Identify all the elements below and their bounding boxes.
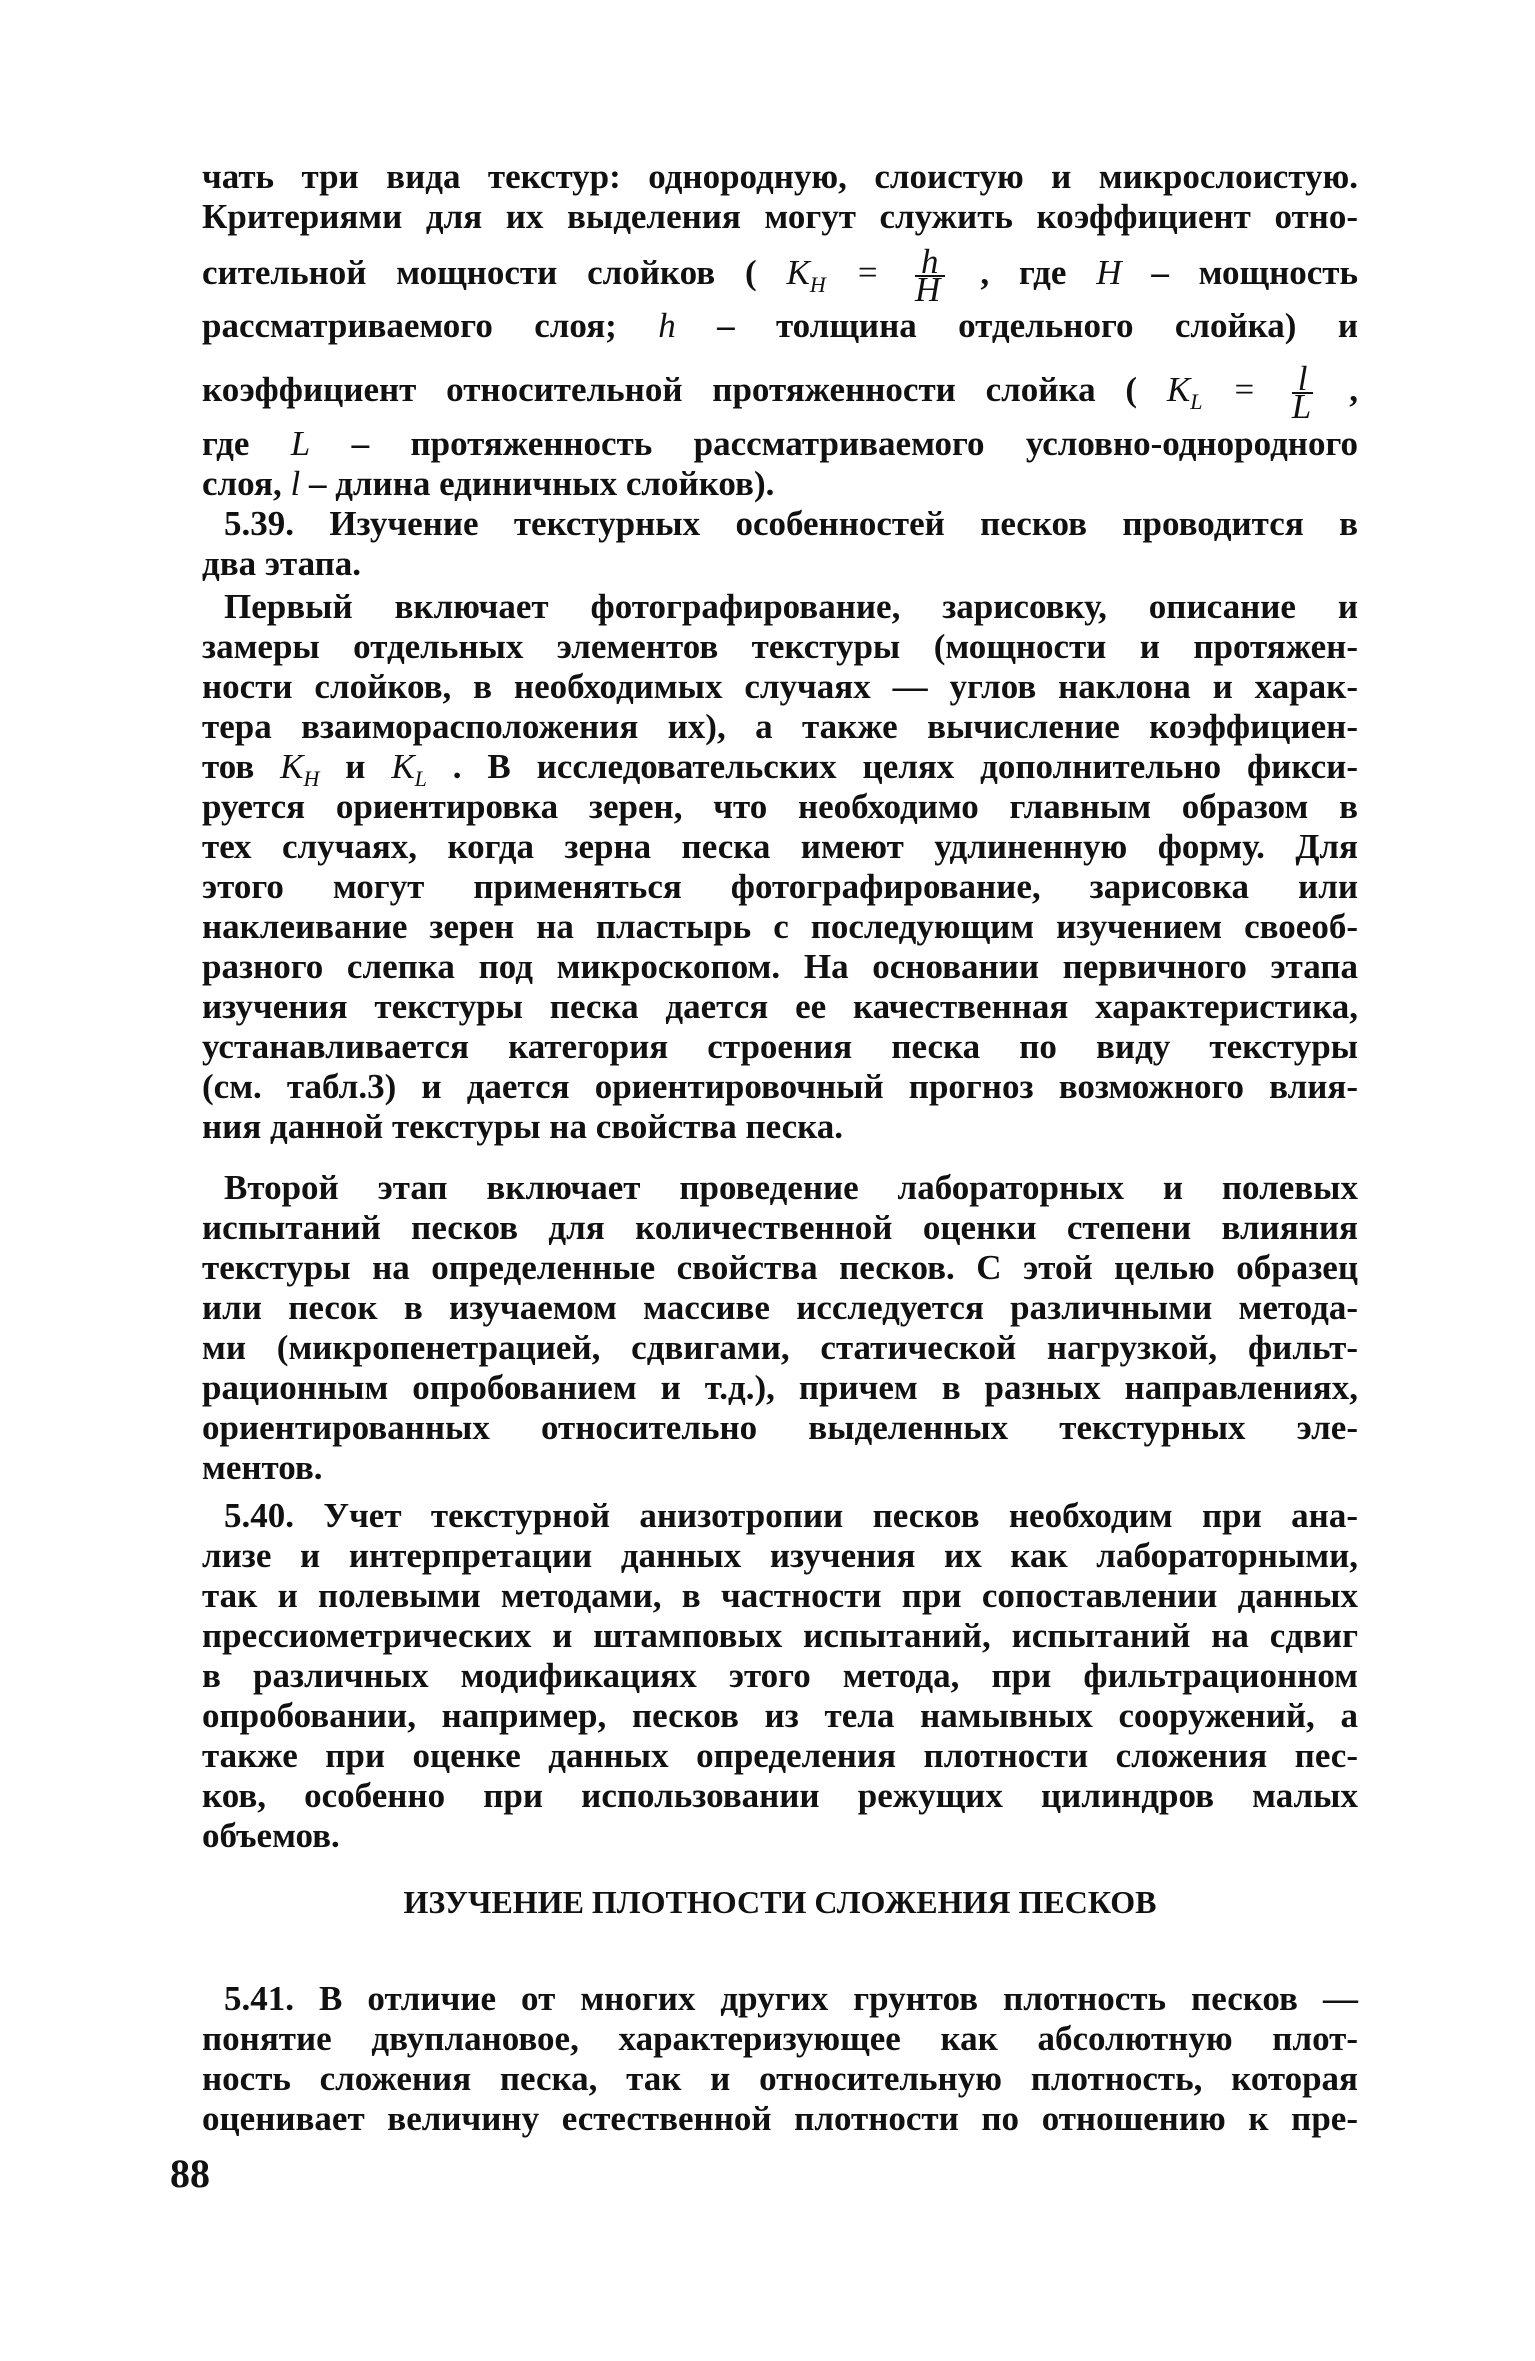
paragraph-5-40 xyxy=(202,1496,1358,1856)
text-line: Первый включает фотографирование, зарисовку, описание и xyxy=(224,587,1358,626)
text-line: понятие двуплановое, характеризующее как абсолютную плот- xyxy=(202,2019,1358,2058)
equals-sign: = xyxy=(1232,370,1256,410)
text-segment: рассматриваемого слоя; xyxy=(202,306,617,345)
paragraph-second-stage xyxy=(202,1168,1358,1488)
text-line: ориентированных относительно выделенных текстурных эле- xyxy=(202,1408,1358,1447)
text-line: тера взаиморасположения их), а также вычисление коэффициен- xyxy=(202,707,1358,746)
text-line: так и полевыми методами, в частности при сопоставлении данных xyxy=(202,1576,1358,1615)
text-segment: , где xyxy=(980,253,1067,293)
text-line: ности слойков, в необходимых случаях — углов наклона и харак- xyxy=(202,667,1358,706)
text-line: Второй этап включает проведение лабораторных и полевых xyxy=(224,1168,1358,1207)
fraction-h-over-H: $\frac{h}{H}$ xyxy=(915,249,945,303)
text-line: 5.41. В отличие от многих других грунтов плотность песков — xyxy=(224,1979,1358,2018)
text-line: этого могут применяться фотографирование, зарисовка или xyxy=(202,867,1358,906)
kh-symbol: $K_Н$ xyxy=(280,747,320,791)
text-line: прессиометрических и штамповых испытаний, испытаний на сдвиг xyxy=(202,1616,1358,1655)
text-segment: – толщина отдельного слойка) и xyxy=(717,306,1359,345)
text-line: ков, особенно при использовании режущих цилиндров малых xyxy=(202,1776,1358,1815)
paragraph-5-41 xyxy=(202,1979,1358,2139)
text-line: 5.40. Учет текстурной анизотропии песков необходим при ана- xyxy=(224,1496,1358,1535)
text-segment: где xyxy=(202,424,250,463)
page-number: 88 xyxy=(170,2151,210,2196)
page-body xyxy=(202,157,1358,2139)
equals-sign: = xyxy=(855,253,880,293)
paragraph-5-39 xyxy=(202,504,1358,584)
text-line-formula-kl xyxy=(202,359,1359,426)
text-line: также при оценке данных определения плотности сложения пес- xyxy=(202,1736,1358,1775)
text-line: устанавливается категория строения песка по виду текстуры xyxy=(202,1027,1358,1066)
symbol-l: l xyxy=(290,464,301,503)
text-line: ми (микропенетрацией, сдвигами, статической нагрузкой, фильт- xyxy=(202,1328,1358,1367)
paragraph-first-stage xyxy=(202,587,1358,1147)
text-line: (см. табл.3) и дается ориентировочный прогноз возможного влия- xyxy=(202,1067,1358,1106)
text-segment: тов xyxy=(202,747,255,786)
symbol-h: h xyxy=(658,306,676,345)
text-line: изучения текстуры песка дается ее качественная характеристика, xyxy=(202,987,1358,1026)
text-segment: , xyxy=(1349,370,1359,410)
text-line: наклеивание зерен на пластырь с последующим изучением своеоб- xyxy=(202,907,1358,946)
symbol-L: L xyxy=(290,424,311,463)
text-line: в различных модификациях этого метода, при фильтрационном xyxy=(202,1656,1358,1695)
text-line: рационным опробованием и т.д.), причем в разных направлениях, xyxy=(202,1368,1358,1407)
text-line: объемов. xyxy=(202,1816,340,1855)
section-heading: ИЗУЧЕНИЕ ПЛОТНОСТИ СЛОЖЕНИЯ ПЕСКОВ xyxy=(403,1884,1157,1920)
text-segment: сительной мощности слойков ( xyxy=(202,253,757,293)
kh-symbol: $K_H$ xyxy=(786,253,826,298)
text-segment: слоя, xyxy=(202,464,282,503)
text-line: ность сложения песка, так и относительную плотность, которая xyxy=(202,2059,1358,2098)
kl-symbol: $K_L$ xyxy=(1166,370,1203,415)
text-line: ния данной текстуры на свойства песка. xyxy=(202,1107,844,1146)
text-line: текстуры на определенные свойства песков. С этой целью образец xyxy=(202,1248,1358,1287)
text-line: ментов. xyxy=(202,1448,323,1487)
text-segment: коэффициент относительной протяженности слойка ( xyxy=(202,370,1138,410)
text-line: руется ориентировка зерен, что необходимо главным образом в xyxy=(202,787,1358,826)
text-line: тех случаях, когда зерна песка имеют удлиненную форму. Для xyxy=(202,827,1358,866)
text-line: Критериями для их выделения могут служить коэффициент отно- xyxy=(202,197,1358,236)
text-line xyxy=(202,424,1358,464)
text-segment: – протяженность рассматриваемого условно-однородного xyxy=(351,424,1358,463)
paragraph-textures xyxy=(202,157,1358,504)
fraction-l-over-L: $\frac{l}{L}$ xyxy=(1292,366,1314,420)
kl-symbol: $K_L$ xyxy=(391,747,427,791)
text-line: опробовании, например, песков из тела намывных сооружений, а xyxy=(202,1696,1358,1735)
text-line: замеры отдельных элементов текстуры (мощности и протяжен- xyxy=(202,627,1358,666)
text-line: два этапа. xyxy=(202,544,362,583)
text-segment: . В исследовательских целях дополнительно фикси- xyxy=(452,747,1358,786)
text-line: испытаний песков для количественной оценки степени влияния xyxy=(202,1208,1358,1247)
symbol-H: H xyxy=(1096,253,1122,293)
text-segment: и xyxy=(345,747,366,786)
text-line-formula-kh xyxy=(202,242,1359,309)
text-line xyxy=(202,747,1358,791)
text-line: или песок в изучаемом массиве исследуется различными метода- xyxy=(202,1288,1358,1327)
text-line: 5.39. Изучение текстурных особенностей песков проводится в xyxy=(224,504,1358,543)
text-line xyxy=(202,464,1358,504)
text-line xyxy=(202,306,1358,346)
text-line: чать три вида текстур: однородную, слоистую и микрослоистую. xyxy=(202,157,1358,196)
text-line: оценивает величину естественной плотности по отношению к пре- xyxy=(202,2099,1358,2138)
text-segment: – длина единичных слойков). xyxy=(308,464,775,503)
text-line: лизе и интерпретации данных изучения их как лабораторными, xyxy=(202,1536,1358,1575)
text-line: разного слепка под микроскопом. На основании первичного этапа xyxy=(202,947,1358,986)
text-segment: – мощность xyxy=(1151,253,1359,293)
